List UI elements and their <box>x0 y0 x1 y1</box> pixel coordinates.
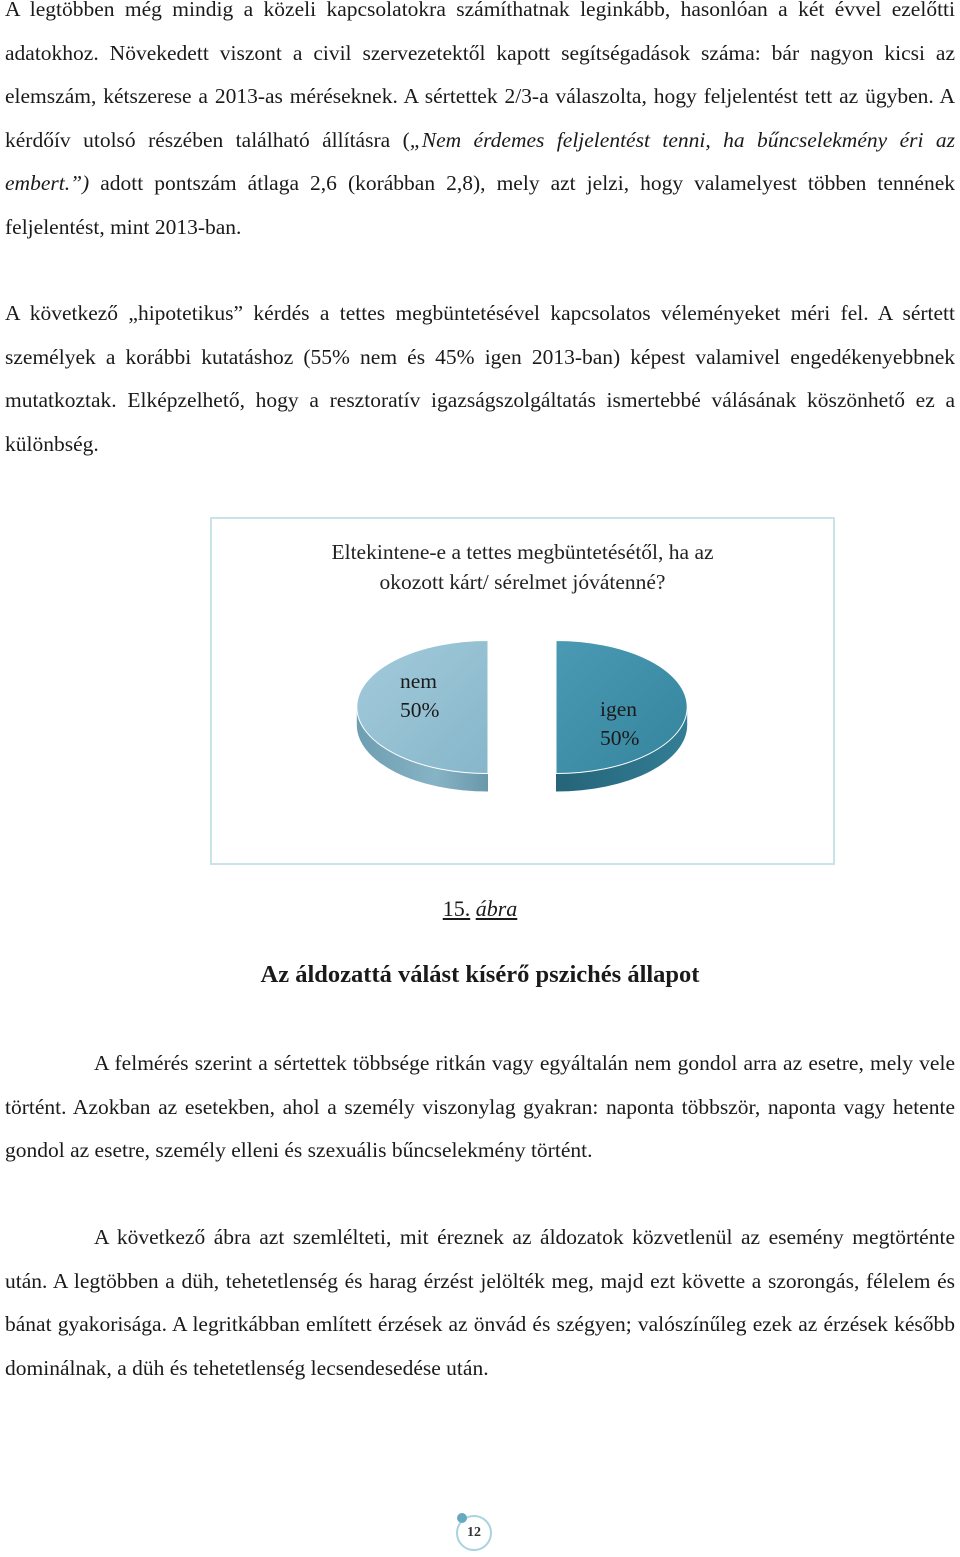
page-number: 12 <box>456 1515 492 1551</box>
paragraph-hypothetical-question: A következő „hipotetikus” kérdés a tettes megbüntetésével kapcsolatos véleményeket méri fel. A sértett személyek a korábbi kutatáshoz (55% nem és 45% igen 2013-ban) képest valamivel engedékenyebbnek mutatkoztak. Elképzelhető, hogy a resztoratív igazságszolgáltatás ismertebbé válásának köszönhető ez a különbség. <box>5 301 955 456</box>
figure-caption <box>0 894 960 924</box>
pie-label-igen <box>600 695 639 753</box>
pie-label-nem-name: nem <box>400 669 438 693</box>
paragraph-text-tail: adott pontszám átlaga 2,6 (korábban 2,8), mely azt jelzi, hogy valamelyest többen tennének feljelentést, mint 2013-ban. <box>5 171 955 239</box>
paragraph-frequency: A felmérés szerint a sértettek többsége ritkán vagy egyáltalán nem gondol arra az esetre, mely vele történt. Azokban az esetekben, ahol a személy viszonylag gyakran: naponta többször, naponta vagy hetente gondol az esetre, személy elleni és szexuális bűncselekmény történt. <box>5 1051 955 1163</box>
pie-chart-figure <box>210 517 835 865</box>
pie-chart <box>212 519 833 863</box>
pie-label-nem-pct: 50% <box>400 698 440 722</box>
section-heading: Az áldozattá válást kísérő pszichés állapot <box>260 961 700 988</box>
page-number-decoration-dot <box>457 1513 467 1523</box>
paragraph-emotions: A következő ábra azt szemlélteti, mit éreznek az áldozatok közvetlenül az esemény megtörténte után. A legtöbben a düh, tehetetlenség és harag érzést jelölték meg, majd ezt követte a szorongás, félelem és bánat gyakorisága. A legritkábban említett érzések az önvád és szégyen; valószínűleg ezek az érzések később dominálnak, a düh és tehetetlenség lecsendesedése után. <box>5 1225 955 1380</box>
paragraph-support-sources <box>5 0 955 250</box>
figure-caption-number: 15. <box>442 896 471 921</box>
paragraph-text: A legtöbben még mindig a közeli kapcsolatokra számíthatnak leginkább, hasonlóan a két évvel ezelőtti adatokhoz. Növekedett viszont a civil szervezetektől kapott segítségadások száma: bár nagyon kicsi az elemszám, kétszerese a 2013-as méréseknek. A sértettek 2/3-a válaszolta, hogy feljelentést tett az ügyben. A kérdőív utolsó részében található állításra ( <box>5 0 955 152</box>
chart-title-line-2: okozott kárt/ sérelmet jóvátenné? <box>379 570 666 594</box>
pie-label-nem <box>400 667 439 725</box>
chart-title-line-1: Eltekintene-e a tettes megbüntetésétől, ha az <box>331 540 714 564</box>
figure-caption-word: ábra <box>475 896 518 921</box>
pie-label-igen-name: igen <box>600 697 638 721</box>
pie-label-igen-pct: 50% <box>600 726 640 750</box>
quoted-statement: „Nem érdemes feljelentést tenni, ha bűncselekmény éri az embert.”) <box>5 127 956 196</box>
